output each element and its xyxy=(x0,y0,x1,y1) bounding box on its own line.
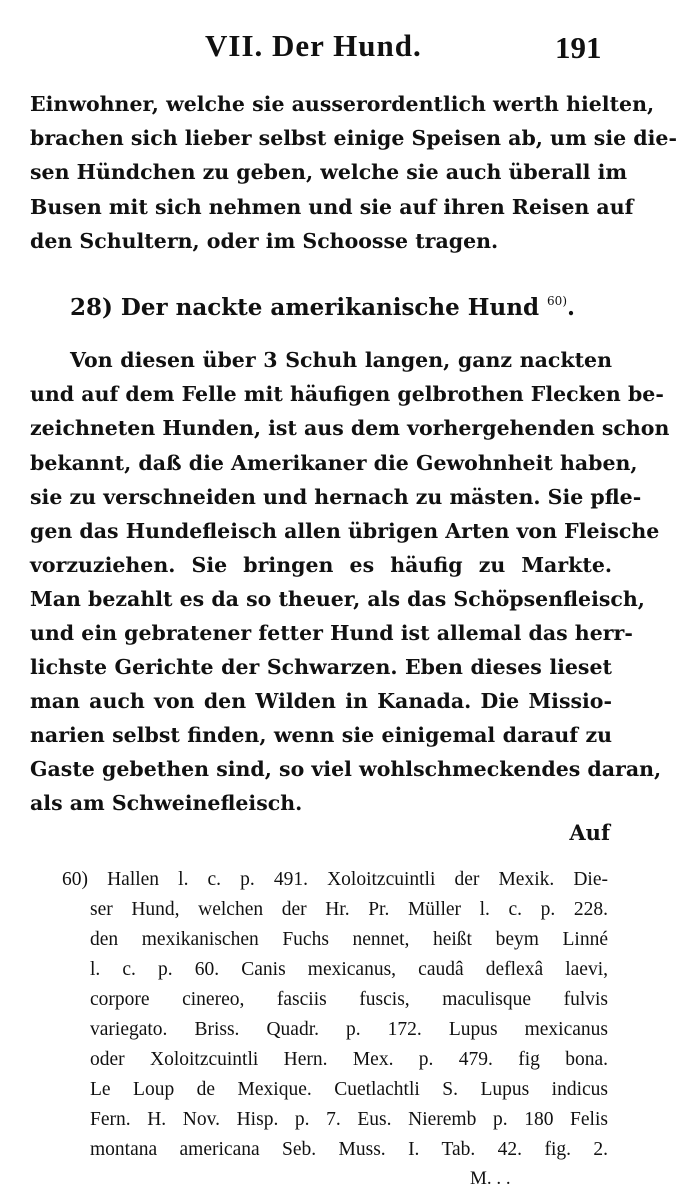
text-line: vorzuziehen. Sie bringen es häufig zu Markte. xyxy=(30,553,612,577)
text-line: lichste Gerichte der Schwarzen. Eben dieses lieset xyxy=(30,655,612,679)
text-line: Man bezahlt es da so theuer, als das Schöpsenfleisch, xyxy=(30,587,645,611)
footnote-line: Le Loup de Mexique. Cuetlachtli S. Lupus indicus xyxy=(90,1079,608,1100)
text-line: und ein gebratener fetter Hund ist allemal das herr- xyxy=(30,621,633,645)
text-line: narien selbst finden, wenn sie einigemal darauf zu xyxy=(30,723,612,747)
section-heading xyxy=(70,284,610,325)
footnote-reference: 60) xyxy=(547,294,567,308)
text-line: brachen sich lieber selbst einige Speisen ab, um sie die- xyxy=(30,126,677,150)
text-line: den Schultern, oder im Schoosse tragen. xyxy=(30,229,499,253)
page-header xyxy=(0,28,642,68)
catchword: Auf xyxy=(569,820,610,845)
footnote-line: montana americana Seb. Muss. I. Tab. 42. fig. 2. xyxy=(90,1139,608,1160)
footnote-line: oder Xoloitzcuintli Hern. Mex. p. 479. fig bona. xyxy=(90,1049,608,1070)
footnote-line: 60) Hallen l. c. p. 491. Xoloitzcuintli der Mexik. Die- xyxy=(62,869,608,890)
text-line: und auf dem Felle mit häufigen gelbrothen Flecken be- xyxy=(30,382,664,406)
text-line: Von diesen über 3 Schuh langen, ganz nackten xyxy=(70,348,612,372)
text-line: zeichneten Hunden, ist aus dem vorhergehenden schon xyxy=(30,416,670,440)
footnote-line: den mexikanischen Fuchs nennet, heißt beym Linné xyxy=(90,929,608,950)
running-title: VII. Der Hund. xyxy=(205,28,422,63)
footnote-line: ser Hund, welchen der Hr. Pr. Müller l. c. p. 228. xyxy=(90,899,608,920)
text-line: Busen mit sich nehmen und sie auf ihren Reisen auf xyxy=(30,195,634,219)
text-line: Einwohner, welche sie ausserordentlich werth hielten, xyxy=(30,92,655,116)
text-line: sie zu verschneiden und hernach zu mästen. Sie pfle- xyxy=(30,485,642,509)
text-line: bekannt, daß die Amerikaner die Gewohnheit haben, xyxy=(30,451,638,475)
text-line: als am Schweinefleisch. xyxy=(30,791,303,815)
section-heading-end: . xyxy=(567,294,576,321)
page-number: 191 xyxy=(555,30,602,65)
section-heading-text: 28) Der nackte amerikanische Hund xyxy=(70,294,540,321)
footnote-catchword: M. . . xyxy=(470,1168,511,1189)
text-line: sen Hündchen zu geben, welche sie auch überall im xyxy=(30,160,628,184)
text-line: gen das Hundefleisch allen übrigen Arten von Fleische xyxy=(30,519,660,543)
text-line: Gaste gebethen sind, so viel wohlschmeckendes daran, xyxy=(30,757,662,781)
footnote-line: variegato. Briss. Quadr. p. 172. Lupus mexicanus xyxy=(90,1019,608,1040)
footnote-line: Fern. H. Nov. Hisp. p. 7. Eus. Nieremb p. 180 Felis xyxy=(90,1109,608,1130)
footnote-line: l. c. p. 60. Canis mexicanus, caudâ deflexâ laevi, xyxy=(90,959,608,980)
footnote-line: corpore cinereo, fasciis fuscis, maculisque fulvis xyxy=(90,989,608,1010)
text-line: man auch von den Wilden in Kanada. Die Missio- xyxy=(30,689,612,713)
